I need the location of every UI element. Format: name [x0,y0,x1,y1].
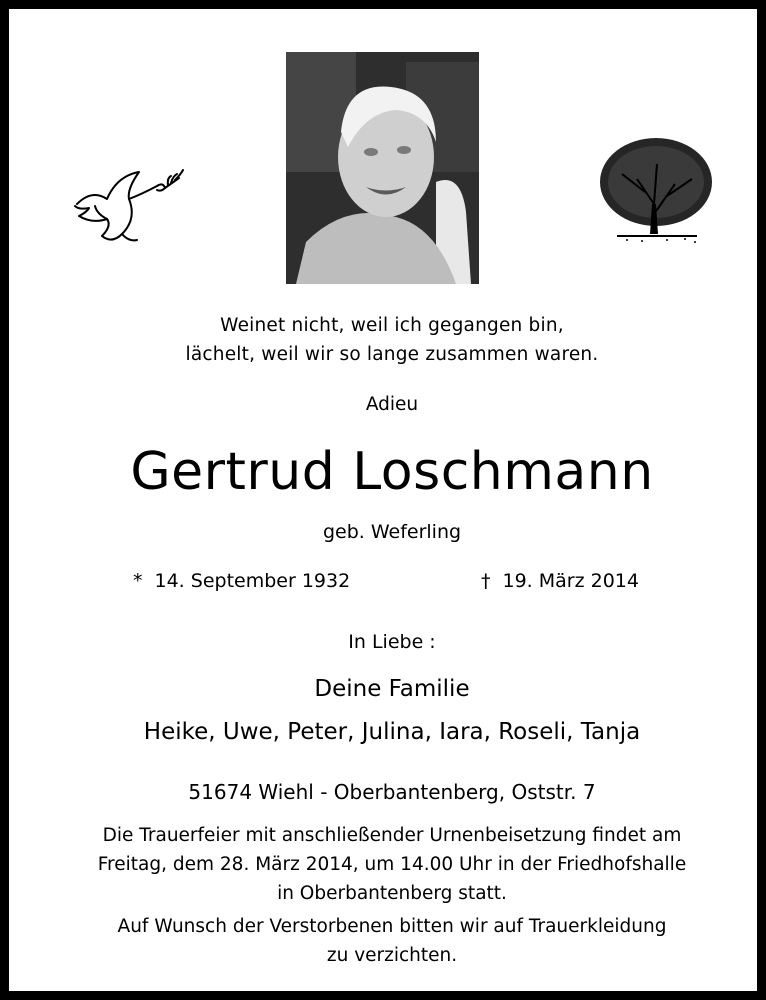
in-love-label: In Liebe : [348,631,436,653]
birth-date-line [133,567,350,595]
family-members: Heike, Uwe, Peter, Julina, Iara, Roseli, Tanja [143,719,641,745]
wish-line-2: zu verzichten. [326,945,458,966]
service-info [9,821,766,908]
birth-symbol: * [133,570,143,592]
birth-date: 14. September 1932 [154,570,351,592]
service-line-1: Die Trauerfeier mit anschließender Urnenbeisetzung findet am [102,825,682,846]
wish-line-1: Auf Wunsch der Verstorbenen bitten wir auf Trauerkleidung [117,916,667,937]
mourning-wish [9,912,766,970]
death-date-line [481,567,639,595]
deceased-name: Gertrud Loschmann [130,442,654,502]
service-line-3: in Oberbantenberg statt. [277,883,507,904]
tree-icon [597,134,715,254]
portrait-image [286,52,479,284]
family-label: Deine Familie [314,676,470,702]
verse-line-2: lächelt, weil wir so lange zusammen waren. [185,344,599,365]
maiden-name: geb. Weferling [322,521,462,543]
verse-line-1: Weinet nicht, weil ich gegangen bin, [220,315,564,336]
portrait-photo [286,52,479,284]
death-date: 19. März 2014 [502,570,639,592]
verse [9,311,766,369]
farewell: Adieu [365,394,419,415]
death-symbol: † [481,570,491,592]
address: 51674 Wiehl - Oberbantenberg, Oststr. 7 [188,780,596,804]
service-line-2: Freitag, dem 28. März 2014, um 14.00 Uhr in der Friedhofshalle [97,854,687,875]
dove-icon [67,164,187,249]
